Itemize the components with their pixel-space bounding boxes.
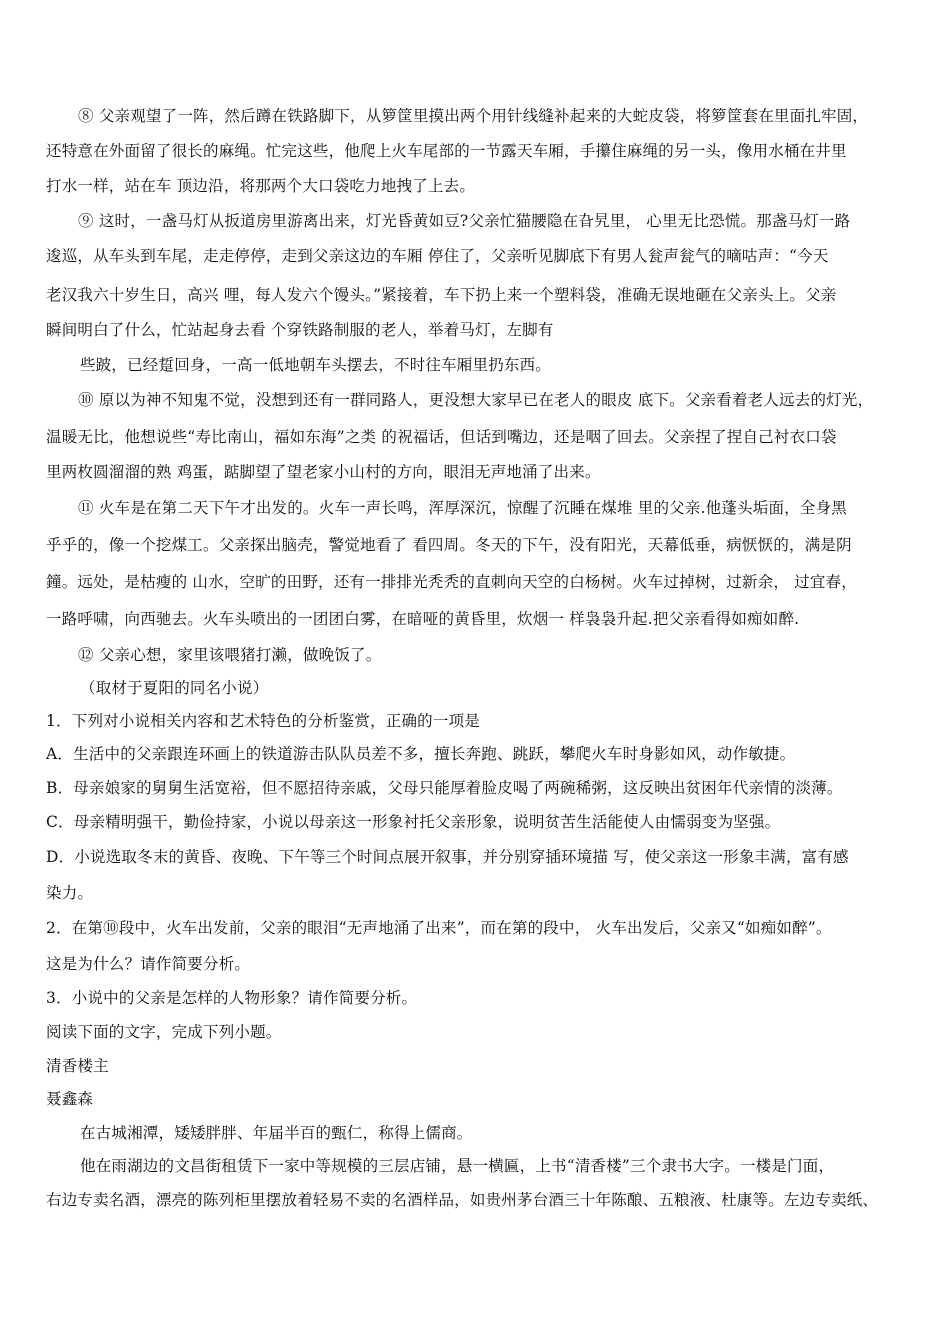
question-1-option-d-line-1: D．小说选取冬末的黄昏、夜晚、下午等三个时间点展开叙事，并分别穿插环境描 写，使父亲这一形象丰满，富有感 — [46, 848, 849, 866]
question-1-option-c: C．母亲精明强干，勤俭持家，小说以母亲这一形象衬托父亲形象，说明贫苦生活能使人由懦弱变为坚强。 — [46, 813, 781, 831]
question-1-option-b: B．母亲娘家的舅舅生活宽裕，但不愿招待亲戚，父母只能厚着脸皮喝了两碗稀粥，这反映出贫困年代亲情的淡薄。 — [46, 779, 843, 797]
p11-line-1: ⑪ 火车是在第二天下午才出发的。火车一声长鸣，浑厚深沉，惊醒了沉睡在煤堆 里的父亲.他蓬头垢面，全身黑 — [78, 499, 847, 517]
p9-line-5: 些跛，已经踅回身，一高一低地朝车头摆去，不时往车厢里扔东西。 — [80, 356, 552, 374]
story2-p2-line-2: 右边专卖名酒，漂亮的陈列柜里摆放着轻易不卖的名酒样品，如贵州茅台酒三十年陈酿、五粮液、杜康等。左边专卖纸、 — [46, 1191, 879, 1209]
question-2-line-1: 2．在第⑩段中，火车出发前，父亲的眼泪“无声地涌了出来”，而在第的段中， 火车出发后，父亲又“如痴如醉”。 — [46, 919, 832, 937]
p10-line-3: 里两枚圆溜溜的熟 鸡蛋，踮脚望了望老家小山村的方向，眼泪无声地涌了出来。 — [46, 463, 601, 481]
p11-line-4: 一路呼啸，向西驰去。火车头喷出的一团团白雾，在暗哑的黄昏里，炊烟一 样袅袅升起.把父亲看得如痴如醉. — [46, 610, 800, 628]
question-3: 3．小说中的父亲是怎样的人物形象？请作简要分析。 — [46, 989, 418, 1007]
question-1-option-d-line-2: 染力。 — [46, 884, 94, 902]
p9-line-1: ⑨ 这时，一盏马灯从扳道房里游离出来，灯光昏黄如豆?父亲忙猫腰隐在旮旯里， 心里无比恐慌。那盏马灯一路 — [78, 212, 851, 230]
p8-line-2: 还特意在外面留了很长的麻绳。忙完这些，他爬上火车尾部的一节露天车厢，手攥住麻绳的另一头，像用水桶在井里 — [46, 142, 847, 160]
reading-instruction: 阅读下面的文字，完成下列小题。 — [46, 1023, 282, 1041]
p8-line-1: ⑧ 父亲观望了一阵，然后蹲在铁路脚下，从箩筐里摸出两个用针线缝补起来的大蛇皮袋，将箩筐套在里面扎牢固， — [78, 107, 869, 125]
p12-line: ⑫ 父亲心想，家里该喂猪打濑，做晚饭了。 — [78, 646, 382, 664]
p11-line-3: 鐘。远处，是枯瘦的 山水，空旷的田野，还有一排排光秃秃的直刺向天空的白杨树。火车过掉树，过新余， 过宜春， — [46, 573, 857, 591]
story-title: 清香楼主 — [46, 1057, 109, 1075]
p9-line-4: 瞬间明白了什么，忙站起身去看 个穿铁路制服的老人，举着马灯，左脚有 — [46, 321, 554, 339]
story2-p2-line-1: 他在雨湖边的文昌街租赁下一家中等规模的三层店铺，悬一横匾，上书“清香楼”三个隶书大字。一楼是门面， — [80, 1157, 835, 1175]
p10-line-2: 温暖无比，他想说些“寿比南山，福如东海”之类 的祝福话，但话到嘴边，还是咽了回去。父亲捏了捏自己衬衣口袋 — [46, 428, 837, 446]
p8-line-3: 打水一样，站在车 顶边沿，将那两个大口袋吃力地拽了上去。 — [46, 177, 476, 195]
question-1-stem: 1．下列对小说相关内容和艺术特色的分析鉴赏，正确的一项是 — [46, 712, 480, 730]
p9-line-2: 逡巡，从车头到车尾，走走停停，走到父亲这边的车厢 停住了，父亲听见脚底下有男人瓮声瓮气的嘀咕声：“今天 — [46, 247, 829, 265]
p11-line-2: 乎乎的，像一个挖煤工。父亲探出脑壳，警觉地看了 看四周。冬天的下午，没有阳光，天幕低垂，病恹恹的，满是阴 — [46, 536, 852, 554]
p9-line-3: 老汉我六十岁生日，高兴 哩，每人发六个馒头。”紧接着，车下扔上来一个塑料袋，准确无误地砸在父亲头上。父亲 — [46, 286, 837, 304]
p10-line-1: ⑩ 原以为神不知鬼不觉，没想到还有一群同路人，更没想大家早已在老人的眼皮 底下。父亲看着老人远去的灯光， — [78, 391, 874, 409]
question-1-option-a: A．生活中的父亲跟连环画上的铁道游击队队员差不多，擅长奔跑、跳跃，攀爬火车时身影如风，动作敏捷。 — [46, 745, 796, 763]
story2-p1: 在古城湘潭，矮矮胖胖、年届半百的甄仁，称得上儒商。 — [80, 1124, 473, 1142]
story-author: 聂鑫森 — [46, 1090, 94, 1108]
question-2-line-2: 这是为什么？请作简要分析。 — [46, 955, 251, 973]
source-note: （取材于夏阳的同名小说） — [80, 679, 269, 697]
